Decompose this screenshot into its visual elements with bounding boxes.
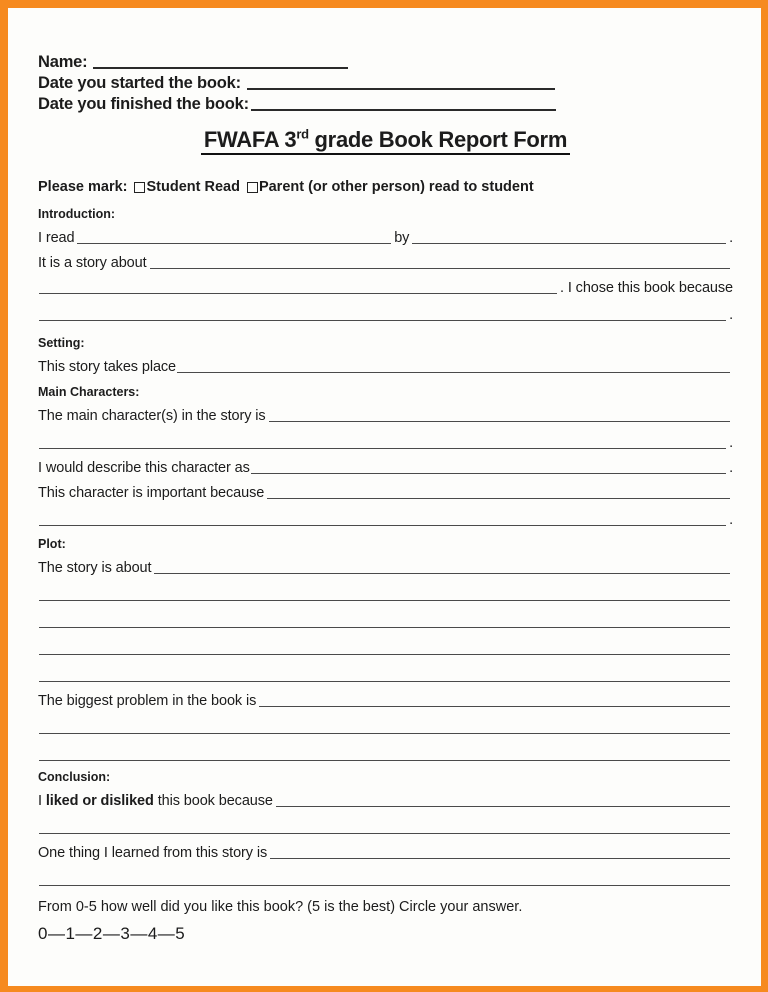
important-because-label: This character is important because — [38, 485, 265, 502]
student-read-checkbox-icon — [134, 182, 145, 193]
chose-because-label: . I chose this book because — [559, 280, 733, 297]
blank-line — [39, 732, 730, 734]
biggest-problem-blank-line — [259, 705, 730, 707]
blank-line — [39, 884, 730, 886]
important-because-continued-row — [38, 502, 733, 529]
takes-place-blank-line — [177, 371, 730, 373]
date-finished-label: Date you finished the book: — [38, 94, 249, 113]
rating-scale: 0—1—2—3—4—5 — [38, 924, 186, 943]
name-blank-line — [93, 67, 348, 69]
plot-blank-row-1 — [38, 577, 733, 604]
biggest-problem-blank-row-1 — [38, 710, 733, 737]
i-read-label: I read — [38, 230, 75, 247]
main-character-blank-line — [269, 420, 730, 422]
date-finished-blank-line — [251, 109, 556, 111]
learned-label: One thing I learned from this story is — [38, 845, 268, 862]
plot-blank-row-3 — [38, 631, 733, 658]
book-title-blank-line — [77, 242, 391, 244]
blank-line — [39, 626, 730, 628]
blank-line — [39, 599, 730, 601]
blank-line — [39, 447, 726, 449]
learned-blank-line — [270, 857, 730, 859]
form-title — [201, 127, 570, 155]
i-read-field-row — [38, 222, 733, 247]
form-title-rest: grade Book Report Form — [308, 127, 568, 153]
period-mark: . — [729, 435, 733, 452]
blank-line — [39, 319, 726, 321]
please-mark-row — [38, 177, 733, 197]
story-about-field-row — [38, 247, 733, 272]
form-title-ordinal: rd — [296, 127, 309, 142]
plot-story-about-label: The story is about — [38, 560, 152, 577]
learned-field-row — [38, 837, 733, 862]
author-blank-line — [412, 242, 726, 244]
liked-pre-label: I — [38, 793, 46, 810]
by-label: by — [394, 230, 410, 247]
title-row — [38, 127, 733, 159]
liked-post-label: this book because — [153, 793, 273, 810]
date-finished-row — [38, 92, 733, 113]
student-read-label: Student Read — [146, 179, 240, 195]
plot-story-about-field-row — [38, 552, 733, 577]
parent-read-label: Parent (or other person) read to student — [258, 179, 534, 195]
takes-place-label: This story takes place — [38, 359, 177, 376]
section-label-conclusion: Conclusion: — [38, 770, 111, 785]
book-report-form — [8, 8, 761, 986]
main-character-label: The main character(s) in the story is — [38, 408, 266, 425]
biggest-problem-label: The biggest problem in the book is — [38, 693, 257, 710]
plot-story-about-blank-line — [154, 572, 730, 574]
blank-line — [39, 759, 730, 761]
describe-character-label: I would describe this character as — [38, 460, 250, 477]
form-title-main: FWAFA 3 — [203, 127, 297, 153]
section-label-setting: Setting: — [38, 336, 85, 351]
name-label: Name: — [38, 52, 88, 71]
blank-line — [39, 524, 726, 526]
liked-disliked-blank-row — [38, 810, 733, 837]
period-mark: . — [729, 230, 734, 247]
period-mark: . — [729, 307, 733, 324]
describe-character-field-row — [38, 452, 733, 477]
plot-blank-row-2 — [38, 604, 733, 631]
date-started-label: Date you started the book: — [38, 73, 241, 92]
date-started-blank-line — [247, 88, 555, 90]
chose-because-continued-row — [38, 297, 733, 324]
parent-read-checkbox-icon — [247, 182, 258, 193]
biggest-problem-field-row — [38, 685, 733, 710]
section-label-plot: Plot: — [38, 537, 66, 552]
rating-question: From 0-5 how well did you like this book? (5 is the best) Circle your answer. — [38, 899, 523, 916]
section-label-introduction: Introduction: — [38, 207, 116, 222]
plot-blank-row-4 — [38, 658, 733, 685]
liked-bold-label: liked or disliked — [45, 793, 154, 810]
period-mark: . — [729, 460, 733, 477]
story-about-continued-blank-line — [39, 292, 557, 294]
blank-line — [39, 832, 730, 834]
chose-because-field-row — [38, 272, 733, 297]
date-started-row — [38, 71, 733, 92]
story-about-blank-line — [150, 267, 730, 269]
period-mark: . — [729, 512, 733, 529]
blank-line — [39, 680, 730, 682]
section-label-main-characters: Main Characters: — [38, 385, 140, 400]
blank-line — [39, 653, 730, 655]
important-because-blank-line — [267, 497, 730, 499]
important-because-field-row — [38, 477, 733, 502]
describe-character-blank-line — [251, 472, 726, 474]
please-mark-label: Please mark: — [38, 179, 128, 195]
main-character-field-row — [38, 400, 733, 425]
learned-blank-row — [38, 862, 733, 889]
main-character-continued-row — [38, 425, 733, 452]
biggest-problem-blank-row-2 — [38, 737, 733, 764]
story-about-label: It is a story about — [38, 255, 147, 272]
name-row — [38, 50, 733, 71]
liked-disliked-blank-line — [276, 805, 730, 807]
takes-place-field-row — [38, 351, 733, 376]
liked-disliked-field-row — [38, 785, 733, 810]
